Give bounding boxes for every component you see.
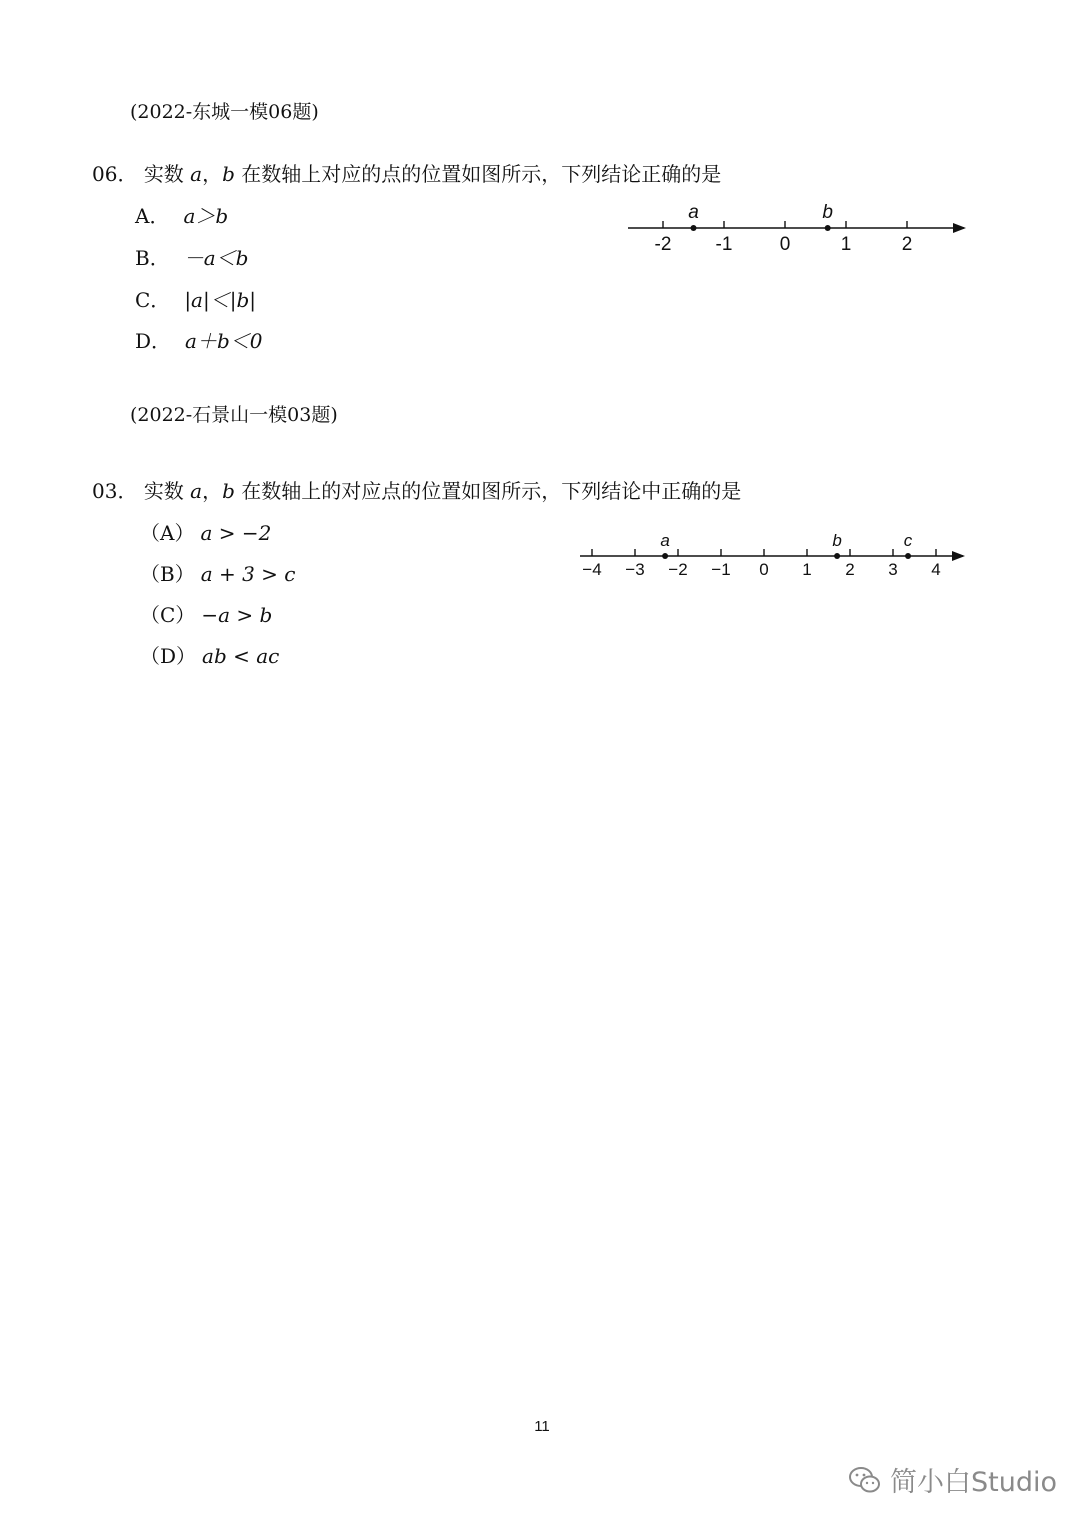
q2-axis-arrow — [952, 551, 965, 561]
q1-option-mark: D． — [135, 329, 172, 353]
q2-option-mark: （A） — [140, 521, 195, 545]
q1-option-expr: a＞b — [183, 204, 229, 228]
q1-number-line — [620, 195, 970, 260]
q1-stem — [92, 158, 721, 187]
q1-var-a: a — [190, 162, 203, 186]
q2-option-expr: −a > b — [201, 603, 273, 627]
q2-number: 03． — [92, 479, 138, 503]
q2-option-expr: ab < ac — [202, 644, 280, 668]
q2-option-mark: （C） — [140, 603, 196, 627]
q2-option-expr: a > −2 — [200, 521, 272, 545]
q2-source: (2022-石景山一模03题) — [130, 404, 338, 426]
q1-tick-label: -1 — [715, 234, 733, 255]
q1-option-mark: B． — [135, 246, 170, 270]
watermark-text: 简小白Studio — [890, 1467, 1057, 1498]
q2-stem-post: 在数轴上的对应点的位置如图所示，下列结论中正确的是 — [234, 479, 742, 503]
q2-point-label: c — [903, 531, 913, 550]
q2-option-mark: （B） — [140, 562, 195, 586]
q1-option-d — [135, 325, 263, 354]
q1-point-label: a — [688, 202, 699, 223]
q2-stem-comma: ， — [202, 479, 223, 503]
q2-tick-label: −2 — [668, 560, 688, 579]
q2-number-line — [570, 525, 970, 585]
q1-point-a — [691, 225, 697, 231]
q1-tick-label: 2 — [901, 234, 913, 255]
q2-tick-label: −4 — [582, 560, 602, 579]
q2-tick-label: 1 — [802, 560, 812, 579]
q1-tick-label: 1 — [840, 234, 852, 255]
q2-point-b — [834, 553, 840, 559]
q1-option-expr: －a＜b — [183, 246, 249, 270]
q1-stem-post: 在数轴上对应的点的位置如图所示，下列结论正确的是 — [234, 162, 722, 186]
q2-option-mark: （D） — [140, 644, 197, 668]
q2-point-c — [905, 553, 911, 559]
q1-number: 06． — [92, 162, 138, 186]
q2-option-a — [140, 517, 271, 546]
q1-option-mark: A． — [135, 204, 170, 228]
q2-option-b — [140, 558, 296, 587]
q1-var-b: b — [222, 162, 235, 186]
q1-point-label: b — [822, 202, 833, 223]
q1-point-b — [825, 225, 831, 231]
q1-option-expr: a＋b＜0 — [185, 329, 263, 353]
q2-tick-label: 2 — [845, 560, 855, 579]
q1-option-expr: |a|＜|b| — [184, 288, 256, 312]
q2-tick-label: −3 — [625, 560, 645, 579]
q1-option-mark: C． — [135, 288, 171, 312]
q1-stem-pre: 实数 — [143, 162, 191, 186]
q2-option-d — [140, 640, 279, 669]
q2-tick-label: −1 — [711, 560, 731, 579]
q2-point-label: a — [660, 531, 670, 550]
q1-tick-label: -2 — [654, 234, 672, 255]
q2-tick-label: 0 — [759, 560, 769, 579]
q1-option-c — [135, 284, 256, 313]
q2-tick-label: 3 — [888, 560, 898, 579]
q2-point-a — [662, 553, 668, 559]
q1-option-a — [135, 200, 228, 229]
q2-tick-label: 4 — [931, 560, 941, 579]
q1-source: (2022-东城一模06题) — [130, 101, 319, 123]
q2-stem-pre: 实数 — [143, 479, 191, 503]
q2-var-b: b — [222, 479, 235, 503]
q1-tick-label: 0 — [779, 234, 791, 255]
q1-axis-arrow — [953, 223, 966, 233]
wechat-icon — [848, 1465, 882, 1495]
q1-option-b — [135, 242, 248, 271]
watermark — [848, 1460, 1057, 1499]
q2-option-c — [140, 599, 272, 628]
q2-point-label: b — [832, 531, 842, 550]
q1-stem-comma: ， — [202, 162, 223, 186]
q2-stem — [92, 475, 741, 504]
q2-var-a: a — [190, 479, 203, 503]
page-number: 11 — [534, 1418, 550, 1435]
q2-option-expr: a + 3 > c — [200, 562, 296, 586]
